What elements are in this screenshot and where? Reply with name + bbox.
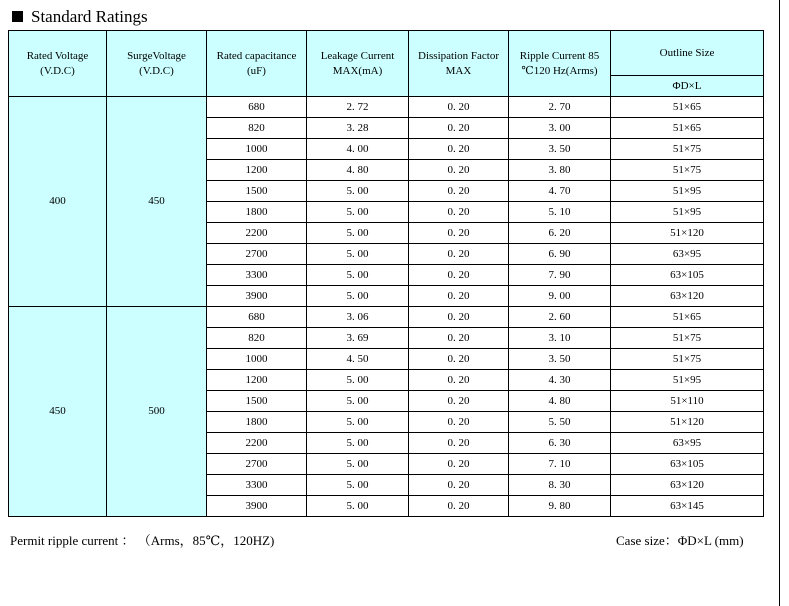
cell-capacitance: 680: [207, 97, 307, 118]
header-outline-size: Outline Size: [611, 31, 764, 76]
cell-dissipation-factor: 0. 20: [409, 370, 509, 391]
section-title-text: Standard Ratings: [31, 7, 148, 26]
header-rated-capacitance: Rated capacitance (uF): [207, 31, 307, 97]
cell-ripple-current: 3. 50: [509, 349, 611, 370]
cell-leakage-current: 5. 00: [307, 223, 409, 244]
table-row: [9, 97, 764, 118]
cell-outline-size: 51×95: [611, 181, 764, 202]
cell-leakage-current: 5. 00: [307, 475, 409, 496]
cell-ripple-current: 8. 30: [509, 475, 611, 496]
cell-ripple-current: 5. 50: [509, 412, 611, 433]
cell-ripple-current: 2. 70: [509, 97, 611, 118]
cell-ripple-current: 4. 30: [509, 370, 611, 391]
cell-leakage-current: 5. 00: [307, 412, 409, 433]
cell-outline-size: 63×95: [611, 433, 764, 454]
cell-dissipation-factor: 0. 20: [409, 139, 509, 160]
header-rated-voltage: Rated Voltage (V.D.C): [9, 31, 107, 97]
cell-leakage-current: 5. 00: [307, 496, 409, 517]
cell-ripple-current: 3. 10: [509, 328, 611, 349]
cell-leakage-current: 5. 00: [307, 433, 409, 454]
cell-ripple-current: 3. 00: [509, 118, 611, 139]
cell-ripple-current: 4. 70: [509, 181, 611, 202]
cell-ripple-current: 5. 10: [509, 202, 611, 223]
cell-outline-size: 51×65: [611, 97, 764, 118]
cell-outline-size: 63×95: [611, 244, 764, 265]
cell-dissipation-factor: 0. 20: [409, 349, 509, 370]
cell-leakage-current: 5. 00: [307, 370, 409, 391]
cell-capacitance: 3900: [207, 286, 307, 307]
cell-dissipation-factor: 0. 20: [409, 265, 509, 286]
cell-dissipation-factor: 0. 20: [409, 202, 509, 223]
cell-dissipation-factor: 0. 20: [409, 475, 509, 496]
cell-leakage-current: 4. 80: [307, 160, 409, 181]
cell-leakage-current: 5. 00: [307, 391, 409, 412]
cell-outline-size: 51×75: [611, 160, 764, 181]
cell-surge-voltage: 450: [107, 97, 207, 307]
cell-dissipation-factor: 0. 20: [409, 118, 509, 139]
cell-outline-size: 51×65: [611, 118, 764, 139]
cell-capacitance: 1000: [207, 139, 307, 160]
cell-outline-size: 63×120: [611, 475, 764, 496]
cell-ripple-current: 6. 20: [509, 223, 611, 244]
cell-dissipation-factor: 0. 20: [409, 391, 509, 412]
cell-dissipation-factor: 0. 20: [409, 496, 509, 517]
cell-ripple-current: 6. 90: [509, 244, 611, 265]
cell-leakage-current: 4. 00: [307, 139, 409, 160]
section-title: [12, 4, 148, 30]
cell-leakage-current: 5. 00: [307, 286, 409, 307]
table-row: [9, 307, 764, 328]
cell-ripple-current: 6. 30: [509, 433, 611, 454]
cell-surge-voltage: 500: [107, 307, 207, 517]
black-square-icon: [12, 11, 23, 22]
case-size-note: Case size：ΦD×L (mm): [616, 533, 744, 548]
permit-ripple-note: Permit ripple current ： （Arms，85℃，120HZ): [10, 533, 275, 548]
cell-outline-size: 51×95: [611, 370, 764, 391]
cell-dissipation-factor: 0. 20: [409, 286, 509, 307]
cell-capacitance: 1800: [207, 202, 307, 223]
cell-ripple-current: 4. 80: [509, 391, 611, 412]
cell-outline-size: 63×105: [611, 454, 764, 475]
cell-capacitance: 2700: [207, 244, 307, 265]
header-surge-voltage: SurgeVoltage (V.D.C): [107, 31, 207, 97]
cell-outline-size: 51×65: [611, 307, 764, 328]
page-edge-line: [779, 0, 780, 606]
cell-dissipation-factor: 0. 20: [409, 97, 509, 118]
cell-dissipation-factor: 0. 20: [409, 412, 509, 433]
cell-ripple-current: 9. 00: [509, 286, 611, 307]
cell-outline-size: 51×75: [611, 139, 764, 160]
cell-leakage-current: 5. 00: [307, 454, 409, 475]
cell-capacitance: 2200: [207, 223, 307, 244]
cell-leakage-current: 5. 00: [307, 244, 409, 265]
cell-capacitance: 1500: [207, 181, 307, 202]
ratings-table-body: [9, 97, 764, 517]
cell-rated-voltage: 450: [9, 307, 107, 517]
cell-capacitance: 1200: [207, 370, 307, 391]
cell-capacitance: 3300: [207, 475, 307, 496]
cell-leakage-current: 3. 69: [307, 328, 409, 349]
cell-leakage-current: 3. 06: [307, 307, 409, 328]
cell-capacitance: 1200: [207, 160, 307, 181]
cell-capacitance: 820: [207, 118, 307, 139]
cell-dissipation-factor: 0. 20: [409, 328, 509, 349]
cell-outline-size: 51×75: [611, 328, 764, 349]
cell-dissipation-factor: 0. 20: [409, 223, 509, 244]
ratings-table: [8, 30, 764, 517]
cell-capacitance: 1000: [207, 349, 307, 370]
cell-leakage-current: 5. 00: [307, 181, 409, 202]
cell-leakage-current: 2. 72: [307, 97, 409, 118]
cell-capacitance: 2200: [207, 433, 307, 454]
cell-leakage-current: 5. 00: [307, 202, 409, 223]
cell-outline-size: 51×75: [611, 349, 764, 370]
cell-outline-size: 51×120: [611, 412, 764, 433]
cell-outline-size: 63×105: [611, 265, 764, 286]
cell-dissipation-factor: 0. 20: [409, 160, 509, 181]
cell-dissipation-factor: 0. 20: [409, 307, 509, 328]
cell-capacitance: 820: [207, 328, 307, 349]
cell-ripple-current: 2. 60: [509, 307, 611, 328]
cell-ripple-current: 7. 90: [509, 265, 611, 286]
cell-dissipation-factor: 0. 20: [409, 433, 509, 454]
cell-dissipation-factor: 0. 20: [409, 244, 509, 265]
header-ripple-current: Ripple Current 85 ℃120 Hz(Arms): [509, 31, 611, 97]
cell-outline-size: 51×120: [611, 223, 764, 244]
cell-leakage-current: 4. 50: [307, 349, 409, 370]
cell-capacitance: 2700: [207, 454, 307, 475]
cell-outline-size: 51×95: [611, 202, 764, 223]
cell-ripple-current: 7. 10: [509, 454, 611, 475]
cell-outline-size: 51×110: [611, 391, 764, 412]
cell-leakage-current: 3. 28: [307, 118, 409, 139]
cell-ripple-current: 9. 80: [509, 496, 611, 517]
cell-ripple-current: 3. 80: [509, 160, 611, 181]
cell-capacitance: 1800: [207, 412, 307, 433]
cell-rated-voltage: 400: [9, 97, 107, 307]
cell-ripple-current: 3. 50: [509, 139, 611, 160]
cell-dissipation-factor: 0. 20: [409, 454, 509, 475]
cell-dissipation-factor: 0. 20: [409, 181, 509, 202]
cell-leakage-current: 5. 00: [307, 265, 409, 286]
header-outline-size-sub: ΦD×L: [611, 76, 764, 97]
header-dissipation-factor: Dissipation Factor MAX: [409, 31, 509, 97]
cell-outline-size: 63×120: [611, 286, 764, 307]
header-leakage-current: Leakage Current MAX(mA): [307, 31, 409, 97]
cell-capacitance: 680: [207, 307, 307, 328]
cell-capacitance: 1500: [207, 391, 307, 412]
cell-capacitance: 3900: [207, 496, 307, 517]
cell-capacitance: 3300: [207, 265, 307, 286]
cell-outline-size: 63×145: [611, 496, 764, 517]
